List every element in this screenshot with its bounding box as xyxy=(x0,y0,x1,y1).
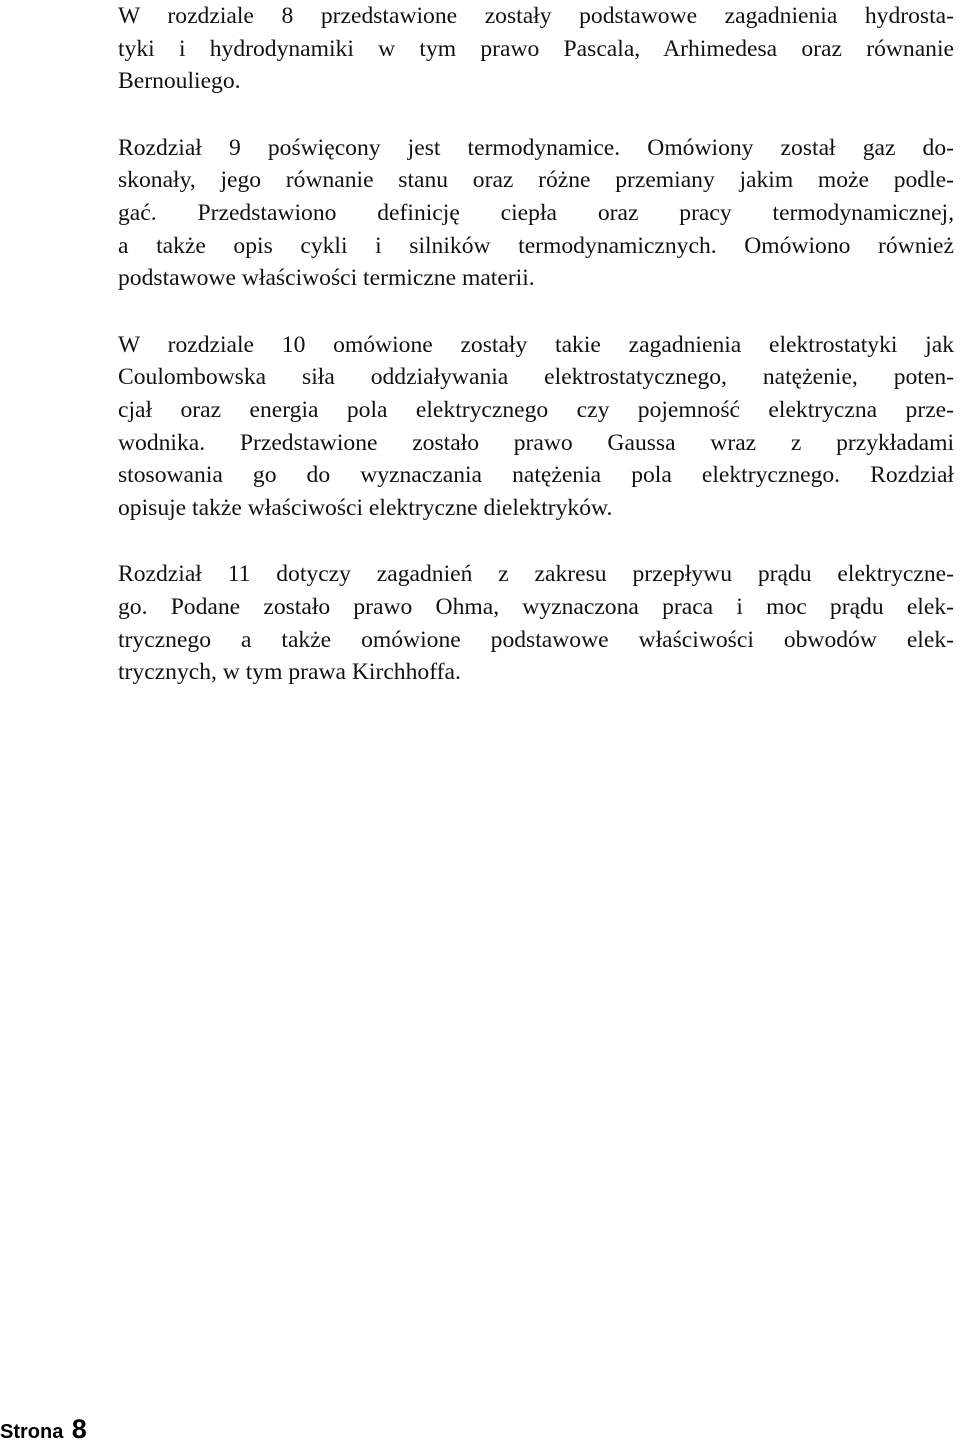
text-line: wodnika. Przedstawione zostało prawo Gaussa wraz z przykładami xyxy=(118,429,954,456)
page-label: Strona xyxy=(0,1421,64,1443)
text-line: podstawowe właściwości termiczne materii. xyxy=(118,265,535,292)
text-line: stosowania go do wyznaczania natężenia pola elektrycznego. Rozdział xyxy=(118,462,954,489)
text-line: Rozdział 11 dotyczy zagadnień z zakresu przepływu prądu elektryczne- xyxy=(118,561,954,588)
text-line: Rozdział 9 poświęcony jest termodynamice. Omówiony został gaz do- xyxy=(118,134,954,161)
page-footer xyxy=(0,1414,87,1445)
text-line: trycznego a także omówione podstawowe właściwości obwodów elek- xyxy=(118,626,954,653)
document-body xyxy=(118,0,954,723)
text-line: Coulombowska siła oddziaływania elektrostatycznego, natężenie, poten- xyxy=(118,364,954,391)
paragraph-chapter-8 xyxy=(118,0,954,98)
text-line: opisuje także właściwości elektryczne dielektryków. xyxy=(118,494,613,521)
text-line: Bernouliego. xyxy=(118,68,241,95)
text-line: W rozdziale 10 omówione zostały takie zagadnienia elektrostatyki jak xyxy=(118,331,954,358)
page-number: 8 xyxy=(71,1414,87,1444)
text-line: skonały, jego równanie stanu oraz różne przemiany jakim może podle- xyxy=(118,167,954,194)
paragraph-chapter-10 xyxy=(118,329,954,525)
text-line: trycznych, w tym prawa Kirchhoffa. xyxy=(118,659,461,686)
text-line: tyki i hydrodynamiki w tym prawo Pascala, Arhimedesa oraz równanie xyxy=(118,35,954,62)
text-line: gać. Przedstawiono definicję ciepła oraz pracy termodynamicznej, xyxy=(118,199,954,226)
text-line: cjał oraz energia pola elektrycznego czy pojemność elektryczna prze- xyxy=(118,396,954,423)
text-line: W rozdziale 8 przedstawione zostały podstawowe zagadnienia hydrosta- xyxy=(118,3,954,29)
paragraph-chapter-11 xyxy=(118,558,954,688)
paragraph-chapter-9 xyxy=(118,132,954,295)
text-line: go. Podane zostało prawo Ohma, wyznaczona praca i moc prądu elek- xyxy=(118,593,954,620)
text-line: a także opis cykli i silników termodynamicznych. Omówiono również xyxy=(118,232,954,259)
